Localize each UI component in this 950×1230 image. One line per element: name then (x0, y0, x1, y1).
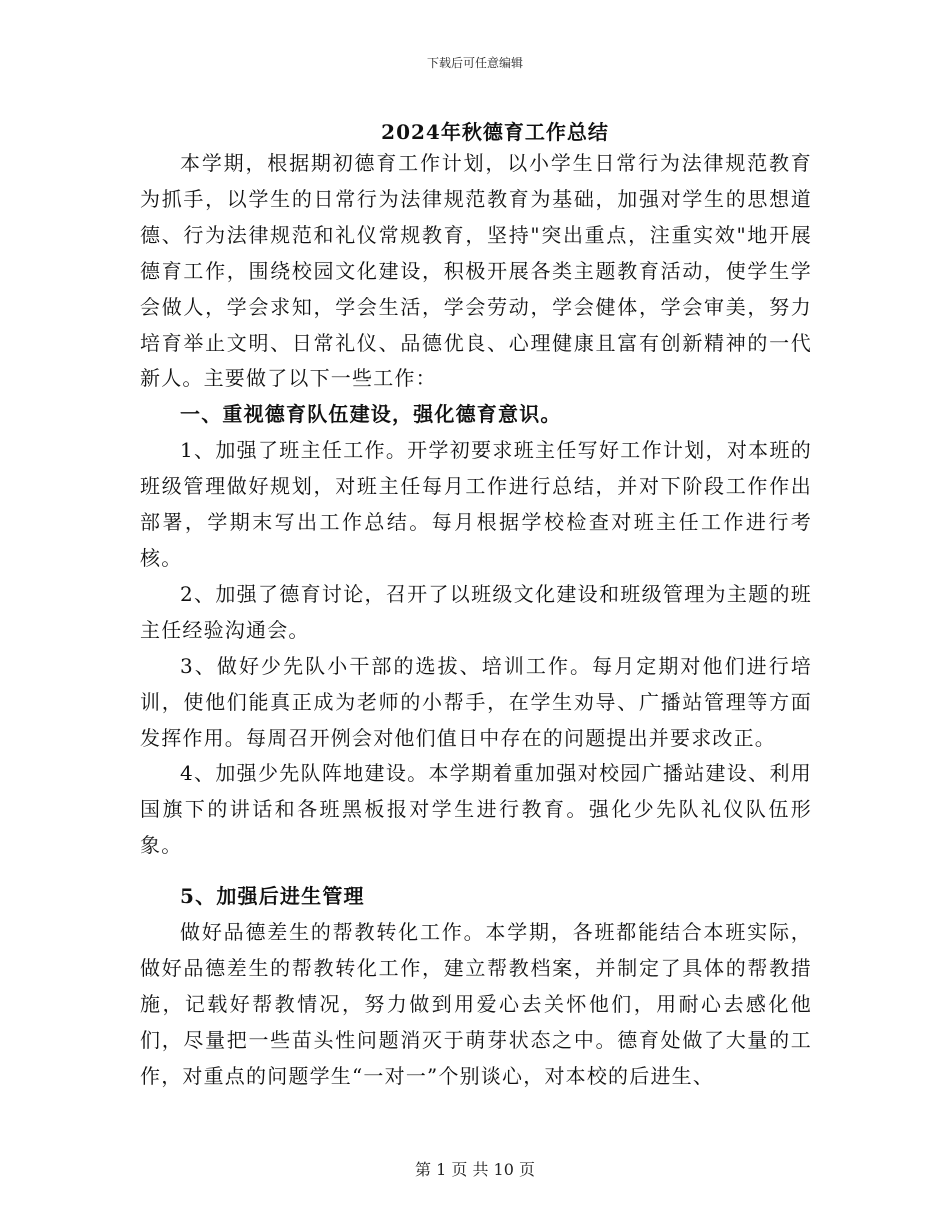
paragraph-item-4: 4、加强少先队阵地建设。本学期着重加强对校园广播站建设、利用国旗下的讲话和各班黑板报对学生进行教育。强化少先队礼仪队伍形象。 (140, 761, 812, 858)
document-title: 2024年秋德育工作总结 (381, 120, 609, 144)
page-number: 第 1 页 共 10 页 (415, 1160, 535, 1179)
section-heading-1: 一、重视德育队伍建设，强化德育意识。 (180, 402, 562, 427)
section-heading-5: 5、加强后进生管理 (180, 884, 365, 909)
paragraph-item-1: 1、加强了班主任工作。开学初要求班主任写好工作计划，对本班的班级管理做好规划，对班主任每月工作进行总结，并对下阶段工作作出部署，学期末写出工作总结。每月根据学校检查对班主任工作进行考核。 (140, 438, 812, 570)
paragraph-intro: 本学期，根据期初德育工作计划，以小学生日常行为法律规范教育为抓手，以学生的日常行为法律规范教育为基础，加强对学生的思想道德、行为法律规范和礼仪常规教育，坚持"突出重点，注重实效"地开展德育工作，围绕校园文化建设，积极开展各类主题教育活动，使学生学会做人，学会求知，学会生活，学会劳动，学会健体，学会审美，努力培育举止文明、日常礼仪、品德优良、心理健康且富有创新精神的一代新人。主要做了以下一些工作： (140, 151, 812, 391)
header-note: 下载后可任意编辑 (426, 56, 523, 70)
paragraph-item-2: 2、加强了德育讨论，召开了以班级文化建设和班级管理为主题的班主任经验沟通会。 (140, 581, 812, 642)
paragraph-item-3: 3、做好少先队小干部的选拔、培训工作。每月定期对他们进行培训，使他们能真正成为老师的小帮手，在学生劝导、广播站管理等方面发挥作用。每周召开例会对他们值日中存在的问题提出并要求改正。 (140, 653, 812, 750)
document-body (140, 146, 812, 1095)
paragraph-item-5: 做好品德差生的帮教转化工作。本学期，各班都能结合本班实际，做好品德差生的帮教转化工作，建立帮教档案，并制定了具体的帮教措施，记载好帮教情况，努力做到用爱心去关怀他们，用耐心去感化他们，尽量把一些苗头性问题消灭于萌芽状态之中。德育处做了大量的工作，对重点的问题学生“一对一”个别谈心，对本校的后进生、 (140, 920, 812, 1088)
